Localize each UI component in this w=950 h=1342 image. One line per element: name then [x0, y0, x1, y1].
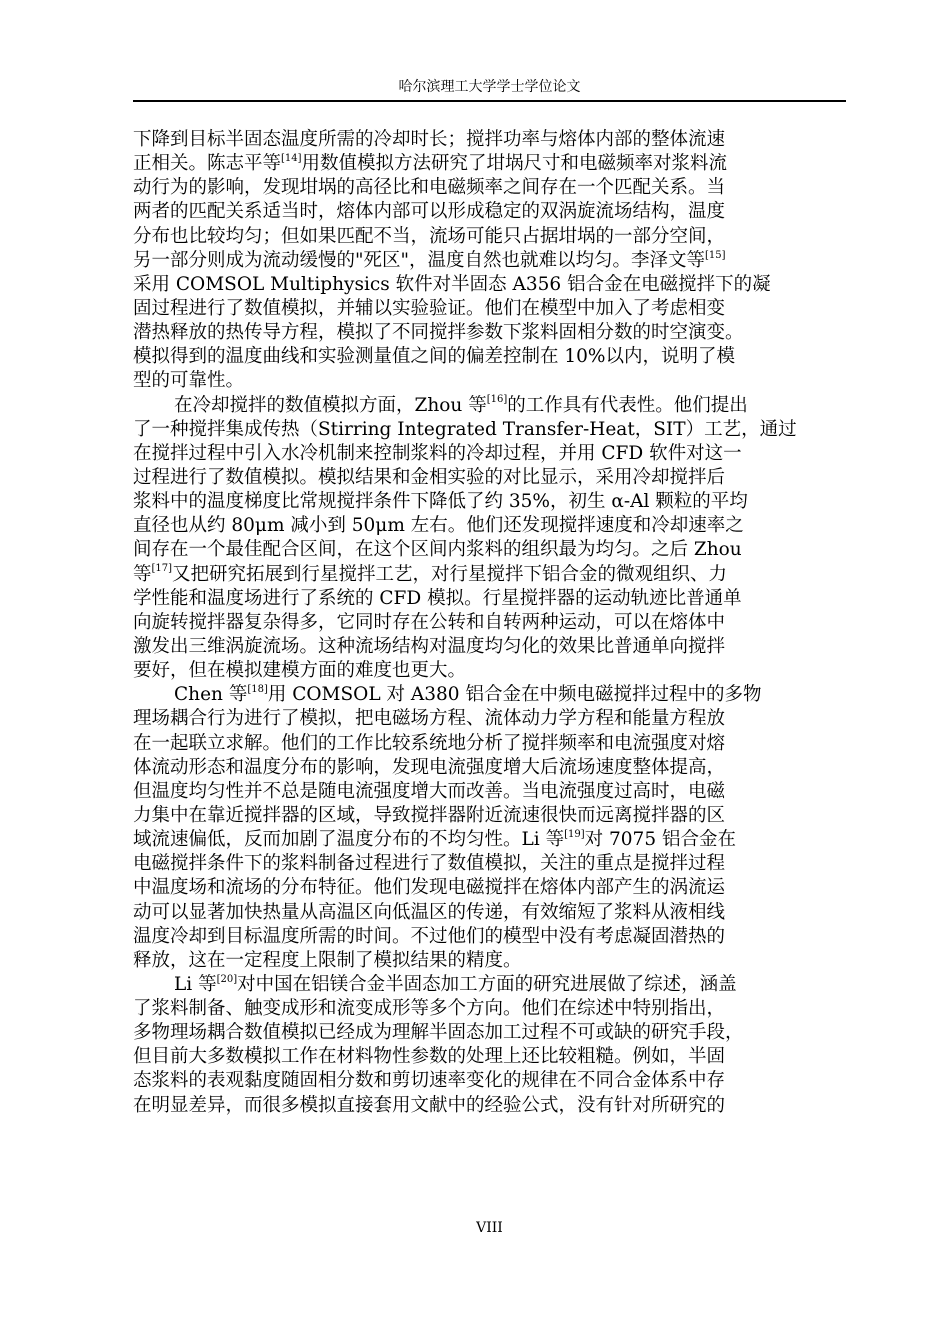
- line-text: 理场耦合行为进行了模拟，把电磁场方程、流体动力学方程和能量方程放: [133, 708, 726, 730]
- page-number: VIII: [476, 1220, 503, 1236]
- text-line: [133, 756, 853, 780]
- text-line: [133, 997, 853, 1021]
- line-text: 域流速偏低，反而加剧了温度分布的不均匀性。Li 等: [133, 829, 565, 851]
- line-text: 固过程进行了数值模拟，并辅以实验验证。他们在模型中加入了考虑相变: [133, 297, 726, 319]
- text-line: [133, 780, 853, 804]
- line-text: 分布也比较均匀；但如果匹配不当，流场可能只占据坩埚的一部分空间，: [133, 225, 726, 247]
- text-line: [133, 369, 853, 393]
- line-text: 但目前大多数模拟工作在材料物性参数的处理上还比较粗糙。例如，半固: [133, 1046, 726, 1068]
- line-text-after-citation: 的工作具有代表性。他们提出: [507, 394, 748, 416]
- text-line: [133, 514, 853, 538]
- body-text: [133, 128, 853, 1118]
- line-text: 模拟得到的温度曲线和实验测量值之间的偏差控制在 10%以内，说明了模: [133, 346, 736, 368]
- text-line: [133, 1021, 853, 1045]
- text-line: [133, 732, 853, 756]
- line-text: 多物理场耦合数值模拟已经成为理解半固态加工过程不可或缺的研究手段，: [133, 1022, 744, 1044]
- line-text: 释放，这在一定程度上限制了模拟结果的精度。: [133, 949, 522, 971]
- line-text-after-citation: 对 7075 铝合金在: [584, 829, 736, 851]
- text-line: [133, 587, 853, 611]
- citation-ref: [18]: [247, 684, 268, 696]
- citation-ref: [15]: [705, 249, 726, 261]
- text-line: [133, 1069, 853, 1093]
- text-line: [133, 297, 853, 321]
- line-text: 激发出三维涡旋流场。这种流场结构对温度均匀化的效果比普通单向搅拌: [133, 635, 726, 657]
- text-line: [133, 925, 853, 949]
- line-text: 了一种搅拌集成传热（Stirring Integrated Transfer-Heat，SIT）工艺，通过: [133, 418, 797, 440]
- citation-ref: [19]: [564, 828, 585, 840]
- line-text-after-citation: 对中国在铝镁合金半固态加工方面的研究进展做了综述，涵盖: [237, 973, 737, 995]
- text-line: [133, 490, 853, 514]
- line-text: 动可以显著加快热量从高温区向低温区的传递，有效缩短了浆料从液相线: [133, 901, 726, 923]
- text-line: [133, 852, 853, 876]
- citation-ref: [16]: [486, 394, 508, 406]
- line-text: 型的可靠性。: [133, 370, 245, 392]
- line-text: 在冷却搅拌的数值模拟方面，Zhou 等: [174, 394, 487, 416]
- text-line: [133, 538, 853, 562]
- line-text: 温度冷却到目标温度所需的时间。不过他们的模型中没有考虑凝固潜热的: [133, 925, 726, 947]
- text-line: [133, 659, 853, 683]
- text-line: [133, 128, 853, 152]
- line-text-after-citation: 又把研究拓展到行星搅拌工艺，对行星搅拌下铝合金的微观组织、力: [172, 563, 728, 585]
- text-line: [133, 683, 853, 707]
- line-text: 体流动形态和温度分布的影响，发现电流强度增大后流场速度整体提高，: [133, 756, 726, 778]
- line-text: 潜热释放的热传导方程，模拟了不同搅拌参数下浆料固相分数的时空演变。: [133, 322, 744, 344]
- line-text: 动行为的影响，发现坩埚的高径比和电磁频率之间存在一个匹配关系。当: [133, 177, 726, 199]
- text-line: [133, 273, 853, 297]
- page-header: 哈尔滨理工大学学士学位论文: [398, 79, 581, 95]
- line-text: 向旋转搅拌器复杂得多，它同时存在公转和自转两种运动，可以在熔体中: [133, 611, 726, 633]
- line-text: 另一部分则成为流动缓慢的"死区"，温度自然也就难以均匀。李泽文等: [133, 249, 706, 271]
- line-text: 但温度均匀性并不总是随电流强度增大而改善。当电流强度过高时，电磁: [133, 780, 726, 802]
- line-text: 直径也从约 80μm 减小到 50μm 左右。他们还发现搅拌速度和冷却速率之: [133, 515, 744, 537]
- line-text: 力集中在靠近搅拌器的区域，导致搅拌器附近流速很快而远离搅拌器的区: [133, 804, 726, 826]
- text-line: [133, 1045, 853, 1069]
- text-line: [133, 973, 853, 997]
- text-line: [133, 466, 853, 490]
- text-line: [133, 345, 853, 369]
- text-line: [133, 876, 853, 900]
- citation-ref: [14]: [281, 152, 302, 164]
- text-line: [133, 152, 853, 176]
- line-text: 态浆料的表观黏度随固相分数和剪切速率变化的规律在不同合金体系中存: [133, 1070, 726, 1092]
- text-line: [133, 611, 853, 635]
- text-line: [133, 418, 853, 442]
- line-text: 间存在一个最佳配合区间，在这个区间内浆料的组织最为均匀。之后 Zhou: [133, 539, 742, 561]
- text-line: [133, 949, 853, 973]
- text-line: [133, 321, 853, 345]
- line-text: 在明显差异，而很多模拟直接套用文献中的经验公式，没有针对所研究的: [133, 1094, 726, 1116]
- text-line: [133, 563, 853, 587]
- line-text: 在一起联立求解。他们的工作比较系统地分析了搅拌频率和电流强度对熔: [133, 732, 726, 754]
- line-text: 学性能和温度场进行了系统的 CFD 模拟。行星搅拌器的运动轨迹比普通单: [133, 587, 742, 609]
- line-text: 中温度场和流场的分布特征。他们发现电磁搅拌在熔体内部产生的涡流运: [133, 877, 726, 899]
- line-text: 要好，但在模拟建模方面的难度也更大。: [133, 660, 467, 682]
- text-line: [133, 442, 853, 466]
- line-text: 采用 COMSOL Multiphysics 软件对半固态 A356 铝合金在电磁搅拌下的凝: [133, 273, 771, 295]
- line-text: 电磁搅拌条件下的浆料制备过程进行了数值模拟，关注的重点是搅拌过程: [133, 853, 726, 875]
- text-line: [133, 707, 853, 731]
- line-text: 两者的匹配关系适当时，熔体内部可以形成稳定的双涡旋流场结构，温度: [133, 201, 726, 223]
- text-line: [133, 804, 853, 828]
- citation-ref: [17]: [151, 563, 173, 575]
- text-line: [133, 200, 853, 224]
- text-line: [133, 176, 853, 200]
- line-text: 了浆料制备、触变成形和流变成形等多个方向。他们在综述中特别指出，: [133, 998, 726, 1020]
- text-line: [133, 249, 853, 273]
- text-line: [133, 901, 853, 925]
- text-line: [133, 828, 853, 852]
- line-text: 等: [133, 563, 152, 585]
- line-text: 在搅拌过程中引入水冷机制来控制浆料的冷却过程，并用 CFD 软件对这一: [133, 442, 742, 464]
- line-text-after-citation: 用数值模拟方法研究了坩埚尺寸和电磁频率对浆料流: [301, 153, 728, 175]
- line-text: Chen 等: [174, 684, 248, 706]
- line-text: 下降到目标半固态温度所需的冷却时长；搅拌功率与熔体内部的整体流速: [133, 129, 726, 150]
- line-text-after-citation: 用 COMSOL 对 A380 铝合金在中频电磁搅拌过程中的多物: [267, 684, 762, 706]
- text-line: [133, 394, 853, 418]
- line-text: 浆料中的温度梯度比常规搅拌条件下降低了约 35%，初生 α-Al 颗粒的平均: [133, 491, 748, 513]
- text-line: [133, 225, 853, 249]
- header-rule: [133, 100, 846, 102]
- line-text: 过程进行了数值模拟。模拟结果和金相实验的对比显示，采用冷却搅拌后: [133, 466, 726, 488]
- line-text: Li 等: [174, 973, 217, 995]
- line-text: 正相关。陈志平等: [133, 153, 282, 175]
- text-line: [133, 1094, 853, 1118]
- text-line: [133, 635, 853, 659]
- citation-ref: [20]: [216, 973, 238, 985]
